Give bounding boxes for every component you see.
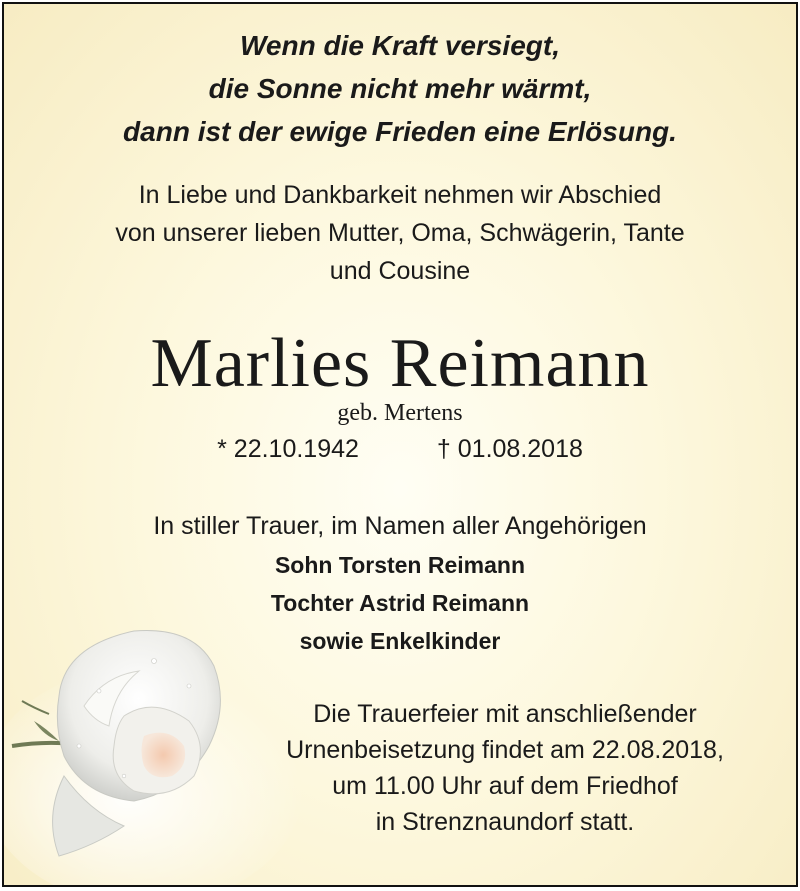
farewell-line: In Liebe und Dankbarkeit nehmen wir Abschied: [138, 181, 662, 209]
ceremony-line: Die Trauerfeier mit anschließender: [313, 700, 697, 728]
poem-line: dann ist der ewige Frieden eine Erlösung.: [123, 116, 677, 147]
ceremony-line: um 11.00 Uhr auf dem Friedhof: [332, 772, 678, 800]
poem-line: Wenn die Kraft versiegt,: [239, 30, 560, 61]
farewell-line: und Cousine: [329, 257, 471, 285]
mourner-name: sowie Enkelkinder: [299, 628, 501, 654]
mourners-intro: In stiller Trauer, im Namen aller Angehörigen: [153, 512, 647, 540]
deceased-name: Marlies Reimann: [150, 325, 650, 402]
ceremony-line: in Strenznaundorf statt.: [375, 808, 635, 836]
farewell-text: [4, 176, 796, 290]
mourner-name: Tochter Astrid Reimann: [270, 590, 530, 616]
mourner-name: Sohn Torsten Reimann: [274, 552, 526, 578]
poem: [4, 24, 796, 153]
obituary-card: [2, 2, 798, 887]
birth-date: * 22.10.1942: [217, 435, 359, 463]
death-date: † 01.08.2018: [436, 435, 583, 463]
farewell-line: von unserer lieben Mutter, Oma, Schwägerin, Tante: [115, 219, 685, 247]
ceremony-line: Urnenbeisetzung findet am 22.08.2018,: [286, 736, 724, 764]
maiden-name: geb. Mertens: [337, 400, 463, 426]
life-dates: [4, 431, 796, 467]
ceremony-info: [214, 696, 796, 840]
poem-line: die Sonne nicht mehr wärmt,: [208, 73, 592, 104]
